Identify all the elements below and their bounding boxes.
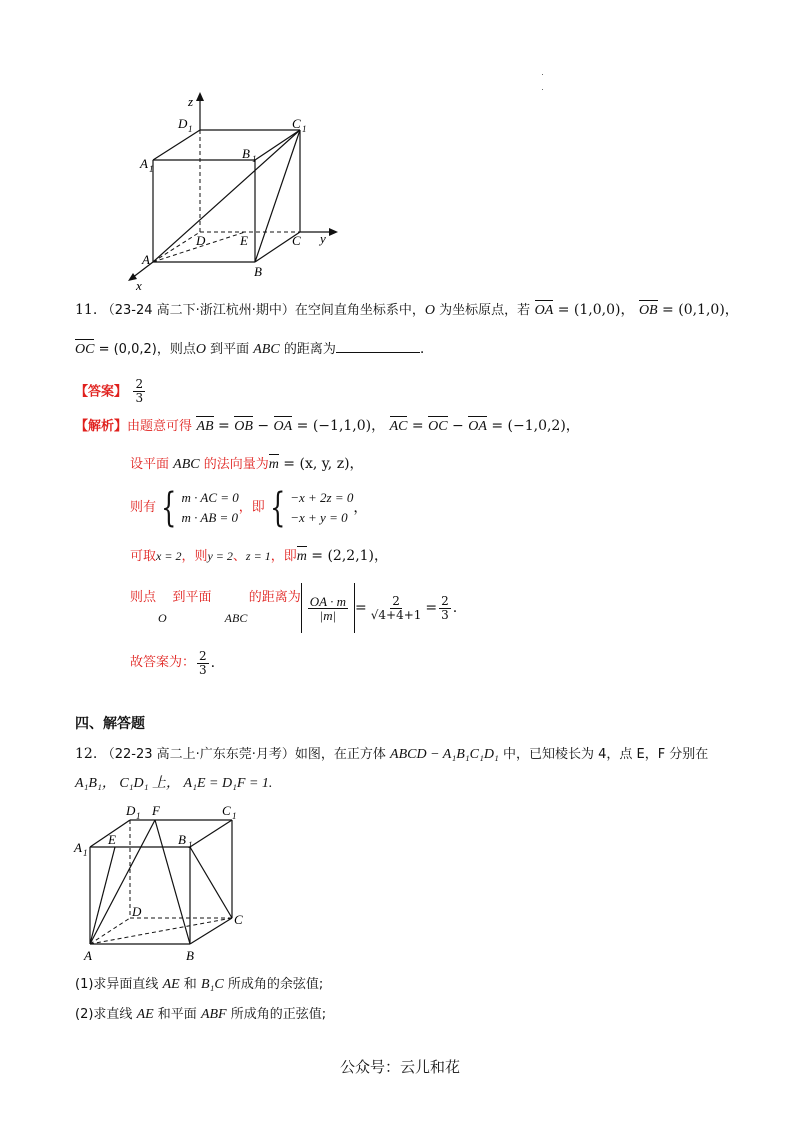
analysis-line6: 故答案为： $\frac{2}{3}$ . [130, 648, 216, 677]
answer-row: 【答案】 $\frac{2}{3}$ [75, 377, 144, 405]
label-B1: B [242, 146, 250, 161]
svg-text:1: 1 [83, 848, 88, 858]
analysis-line3: 则有 { m · AC = 0 m · AB = 0 ，即 { −x + 2z = 0 −x + y = 0 ， [130, 485, 368, 531]
label-B: B [254, 264, 262, 279]
label-A1: A [140, 156, 148, 171]
svg-text:1: 1 [188, 124, 193, 134]
label2-D: D [132, 904, 142, 919]
answer-blank [336, 338, 420, 353]
svg-text:1: 1 [252, 154, 257, 164]
label-C: C [292, 233, 301, 248]
analysis-label: 【解析】 [75, 419, 128, 434]
svg-text:1: 1 [149, 164, 154, 174]
label-z: z [188, 94, 194, 109]
q11-line2: OC = (0,0,2)，则点O 到平面 ABC 的距离为 . [75, 338, 424, 360]
label2-C: C [234, 912, 243, 927]
q12-sub1: (1)求异面直线 AE 和 B₁C 所成角的余弦值; [75, 977, 324, 992]
analysis-line2: 设平面 ABC 的法向量为m = (x, y, z)， [130, 454, 364, 475]
q11-line1: 11. （23-24 高二下·浙江杭州·期中）在空间直角坐标系中，O 为坐标原点，若 OA = (1,0,0)， OB = (0,1,0)， [75, 300, 739, 321]
label2-C1: C [222, 803, 231, 818]
label2-F: F [152, 803, 160, 818]
label-A: A [142, 252, 150, 267]
label-E: E [240, 233, 248, 248]
label-C1: C [292, 116, 301, 131]
label2-A1: A [74, 840, 82, 855]
label2-E: E [108, 832, 116, 847]
answer-label: 【答案】 [75, 384, 128, 400]
svg-text:1: 1 [188, 840, 193, 850]
q12-line2: A₁B₁， C₁D₁ 上， A₁E = D₁F = 1. [75, 776, 273, 791]
svg-text:1: 1 [232, 811, 237, 821]
label-D1: D [178, 116, 188, 131]
label2-D1: D [126, 803, 136, 818]
figure-cube-2 [70, 800, 260, 972]
analysis-line5: 则点 到平面 的距离为 O ABC $\frac{OA \cdot m}{|m|}$ = $\frac{2}{√4+4+1}$ = $\frac{2}{3}$ . [130, 582, 457, 634]
analysis-line4: 可取x = 2，则y = 2、z = 1，即m = (2,2,1)， [130, 546, 388, 567]
decorative-dots [542, 74, 544, 94]
figure-cube-coordinate [120, 90, 350, 295]
footer-text: 公众号：云儿和花 [339, 1058, 460, 1076]
label2-A: A [84, 948, 92, 963]
svg-text:1: 1 [302, 124, 307, 134]
label2-B: B [186, 948, 194, 963]
svg-text:1: 1 [136, 811, 141, 821]
section-title: 四、解答题 [75, 716, 145, 732]
label-y: y [320, 231, 326, 246]
label-D: D [196, 233, 206, 248]
label-x: x [136, 278, 142, 293]
q12-sub2: (2)求直线 AE 和平面 ABF 所成角的正弦值; [75, 1007, 327, 1022]
q12-line1: 12. （22-23 高二上·广东东莞·月考）如图，在正方体 ABCD − A₁B₁C₁D₁ 中，已知棱长为 4，点 E，F 分别在 [75, 746, 709, 762]
label2-B1: B [178, 832, 186, 847]
analysis-line1: 【解析】由题意可得 AB = OB − OA = (−1,1,0)， AC = OC − OA = (−1,0,2)， [75, 416, 580, 437]
